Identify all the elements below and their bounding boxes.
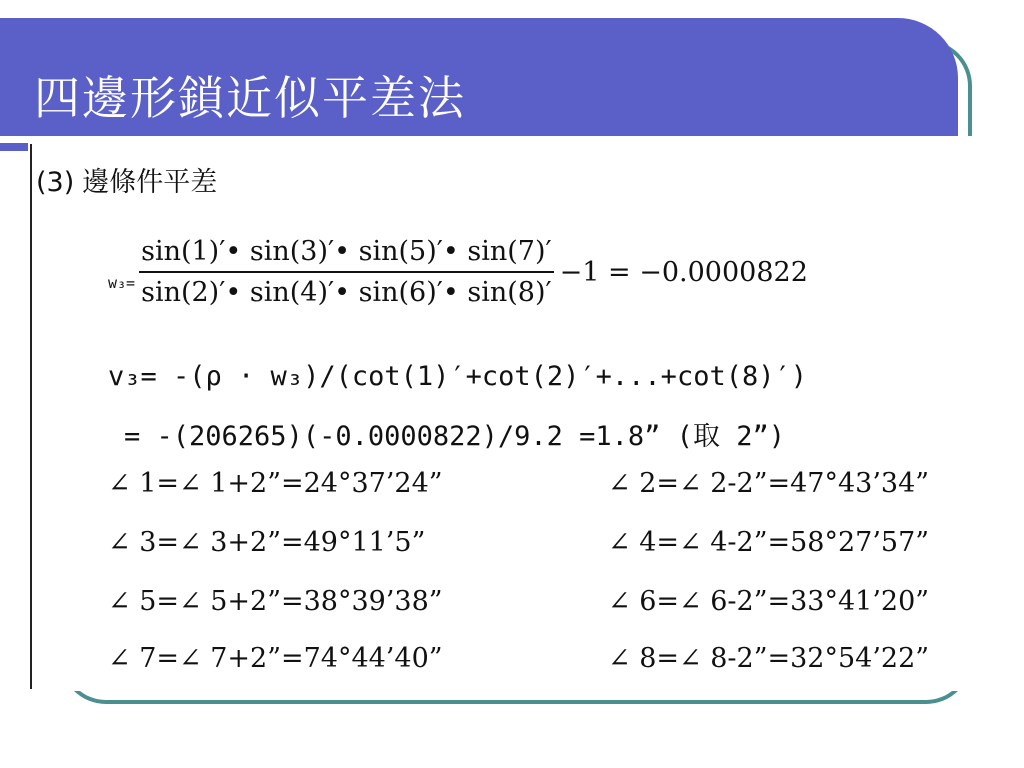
- w3-fraction: [139, 236, 554, 308]
- angle-left-1: ∠ 1=∠ 1+2”=24°37’24”: [108, 468, 443, 499]
- section-title: 邊條件平差: [82, 167, 218, 198]
- page-left-rule: [30, 144, 32, 689]
- w3-label: w₃=: [108, 274, 136, 292]
- w3-numerator: sin(1)′• sin(3)′• sin(5)′• sin(7)′: [141, 236, 552, 267]
- angle-left-3: ∠ 5=∠ 5+2”=38°39’38”: [108, 586, 443, 617]
- scanned-page: [30, 136, 972, 691]
- w3-denominator: sin(2)′• sin(4)′• sin(6)′• sin(8)′: [141, 277, 552, 308]
- angle-right-3: ∠ 6=∠ 6-2”=33°41’20”: [608, 586, 930, 617]
- angle-right-1: ∠ 2=∠ 2-2”=47°43’34”: [608, 468, 930, 499]
- slide-title: 四邊形鎖近似平差法: [34, 71, 466, 125]
- angle-right-4: ∠ 8=∠ 8-2”=32°54’22”: [608, 643, 930, 674]
- fraction-bar: [139, 271, 554, 273]
- angle-right-2: ∠ 4=∠ 4-2”=58°27’57”: [608, 527, 930, 558]
- angle-left-4: ∠ 7=∠ 7+2”=74°44’40”: [108, 643, 443, 674]
- title-banner: [0, 18, 958, 136]
- v3-calculation: = -(206265)(-0.0000822)/9.2 =1.8” (取 2”): [124, 421, 785, 452]
- w3-equation: [108, 226, 808, 318]
- accent-stub: [0, 143, 28, 151]
- w3-result: −1 = −0.0000822: [559, 256, 808, 288]
- v3-formula: v₃= -(ρ · w₃)/(cot(1)′+cot(2)′+...+cot(8)′): [108, 361, 807, 392]
- angle-left-2: ∠ 3=∠ 3+2”=49°11’5”: [108, 527, 426, 558]
- section-heading: [36, 160, 217, 199]
- section-number: (3): [36, 167, 75, 198]
